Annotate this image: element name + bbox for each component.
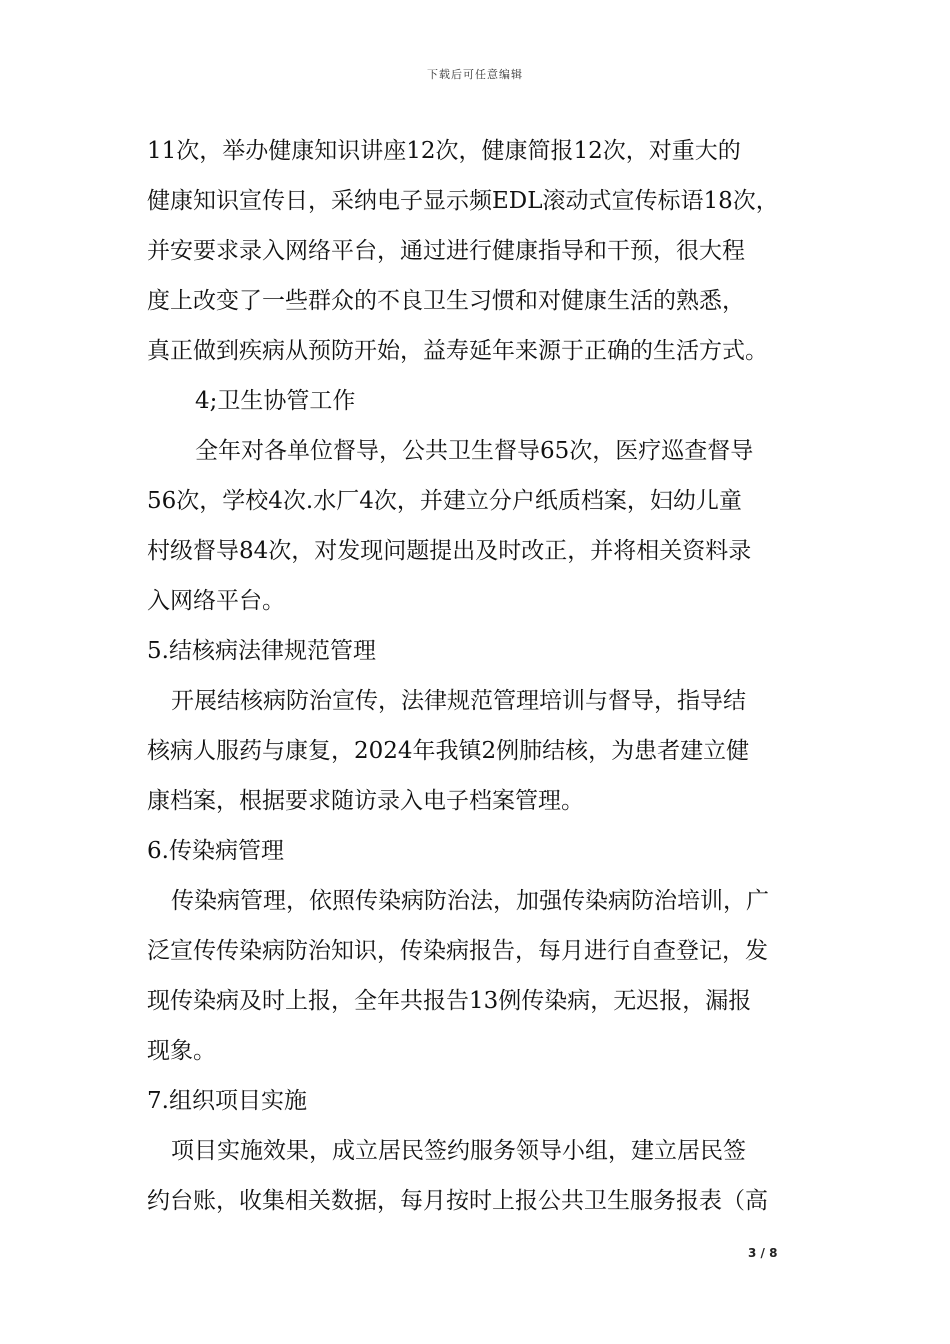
paragraph-line: 开展结核病防治宣传，法律规范管理培训与督导，指导结 — [171, 688, 746, 714]
paragraph-line: 健康知识宣传日，采纳电子显示频EDL滚动式宣传标语18次， — [147, 188, 779, 214]
page-number: 3 / 8 — [748, 1246, 778, 1260]
paragraph-line: 并安要求录入网络平台，通过进行健康指导和干预，很大程 — [147, 238, 745, 264]
paragraph-line: 传染病管理，依照传染病防治法，加强传染病防治培训，广 — [171, 888, 769, 914]
paragraph-line: 康档案，根据要求随访录入电子档案管理。 — [147, 788, 584, 814]
paragraph-line: 度上改变了一些群众的不良卫生习惯和对健康生活的熟悉， — [147, 288, 745, 314]
section-heading: 7.组织项目实施 — [147, 1088, 307, 1114]
paragraph-line: 约台账，收集相关数据，每月按时上报公共卫生服务报表（高 — [147, 1188, 768, 1214]
paragraph-line: 现传染病及时上报，全年共报告13例传染病，无迟报，漏报 — [147, 988, 752, 1014]
paragraph-line: 现象。 — [147, 1038, 216, 1064]
paragraph-line: 入网络平台。 — [147, 588, 285, 614]
page-header: 下载后可任意编辑 — [427, 68, 523, 81]
section-heading: 4;卫生协管工作 — [195, 388, 356, 414]
paragraph-line: 核病人服药与康复，2024年我镇2例肺结核，为患者建立健 — [147, 738, 750, 764]
paragraph-line: 全年对各单位督导，公共卫生督导65次，医疗巡查督导 — [195, 438, 754, 464]
paragraph-line: 项目实施效果，成立居民签约服务领导小组，建立居民签 — [171, 1138, 746, 1164]
paragraph-line: 泛宣传传染病防治知识，传染病报告，每月进行自查登记，发 — [147, 938, 768, 964]
section-heading: 6.传染病管理 — [147, 838, 284, 864]
document-body — [147, 126, 827, 1226]
paragraph-line: 11次，举办健康知识讲座12次，健康简报12次，对重大的 — [147, 138, 741, 164]
paragraph-line: 村级督导84次，对发现问题提出及时改正，并将相关资料录 — [147, 538, 752, 564]
section-heading: 5.结核病法律规范管理 — [147, 638, 376, 664]
paragraph-line: 真正做到疾病从预防开始，益寿延年来源于正确的生活方式。 — [147, 338, 768, 364]
paragraph-line: 56次，学校4次.水厂4次，并建立分户纸质档案，妇幼儿童 — [147, 488, 742, 514]
